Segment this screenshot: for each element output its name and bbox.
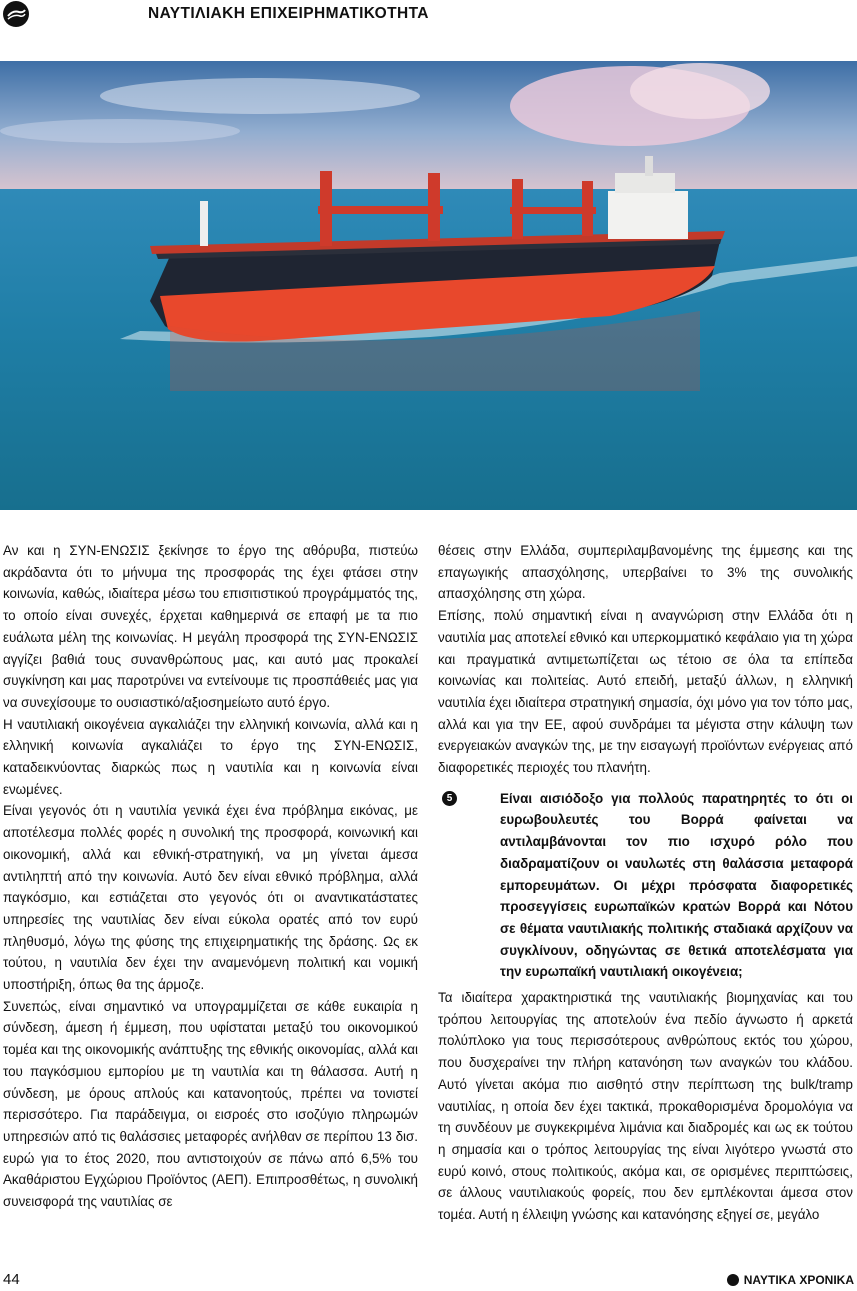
paragraph: Αν και η ΣΥΝ-ΕΝΩΣΙΣ ξεκίνησε το έργο της αθόρυβα, πιστεύω ακράδαντα ότι το μήνυμα της προσφοράς της έχει φτάσει στην κοινωνία, καθώς, ιδιαίτερα μέσω του επισιτιστικού προγράμματός της, το οποίο είναι συνεχές, έρχεται καθημερινά σε επαφή με τα πιο ευάλωτα μέλη της κοινωνίας. Η μεγάλη προσφορά της ΣΥΝ-ΕΝΩΣΙΣ αγγίζει βαθιά τους συνανθρώπους μας, και αυτό μας προκαλεί συγκίνηση και μας παροτρύνει να εντείνουμε τις προσπάθειές μας για να συνεχίσουμε το ουσιαστικό/αξιοσημείωτο αυτό έργο.: [3, 543, 418, 710]
paragraph: Είναι γεγονός ότι η ναυτιλία γενικά έχει ένα πρόβλημα εικόνας, με αποτέλεσμα πολλές φορές η συνολική της προσφορά, κοινωνική και οικονομική, αλλά και εθνική-στρατηγική, να μη γίνεται άμεσα αντιληπτή από την κοινωνία. Αυτό δεν είναι εθνικό πρόβλημα, αλλά παγκόσμιο, και εστιάζεται στο γεγονός ότι οι αναντικατάστατες υπηρεσίες της ναυτιλίας δεν είναι εύκολα ορατές από τον ευρύ πληθυσμό, λόγω της φύσης της επιχειρηματικής της δράσης. Ως εκ τούτου, η ναυτιλία δεν έχει την αναμενόμενη πολιτική και νομική υποστήριξη, όπως θα της άρμοζε.: [3, 803, 418, 993]
page-number: 44: [3, 1271, 20, 1288]
left-column: [3, 540, 418, 1213]
section-title: ΝΑΥΤΙΛΙΑΚΗ ΕΠΙΧΕΙΡΗΜΑΤΙΚΟΤΗΤΑ: [148, 5, 429, 22]
paragraph: Τα ιδιαίτερα χαρακτηριστικά της ναυτιλιακής βιομηχανίας και του τρόπου λειτουργίας της αποτελούν ένα πεδίο άγνωστο ή αρκετά πολύπλοκο για τους περισσότερους ανθρώπους εκτός του χώρου, που δυσχεραίνει την πλήρη κατανόηση των αναγκών του κλάδου. Αυτό γίνεται ακόμα πιο αισθητό στην περίπτωση της bulk/tramp ναυτιλίας, η οποία δεν έχει τακτικά, προκαθορισμένα δρομολόγια να τη συνδέουν με συγκεκριμένα λιμάνια και διαδρομές και ως εκ τούτου η σημασία και ο τρόπος λειτουργίας της είναι λιγότερο γνωστά στο ευρύ κοινό, στους πολιτικούς, ακόμα και, σε ορισμένες περιπτώσεις, σε άλλους ναυτιλιακούς φορείς, που δεν εμπλέκονται άμεσα στον τομέα. Αυτή η έλλειψη γνώσης και κατανόησης εξηγεί σε, μεγάλο: [438, 990, 853, 1223]
ship-photo: [0, 61, 857, 510]
question-text: Είναι αισιόδοξο για πολλούς παρατηρητές το ότι οι ευρωβουλευτές του Βορρά φαίνεται να αντιλαμβάνονται τον πιο ισχυρό ρόλο που διαδραματίζουν οι ναυλωτές στη θαλάσσια μεταφορά εμπορευμάτων. Οι μέχρι πρόσφατα διαφορετικές προσεγγίσεις ευρωπαϊκών κρατών Βορρά και Νότου σε θέματα ναυτιλιακής πολιτικής σταδιακά αρχίζουν να συγκλίνουν, οδηγώντας σε θετικά αποτελέσματα για την ευρωπαϊκή ναυτιλιακή οικογένεια;: [500, 790, 853, 980]
right-column: [438, 540, 853, 1226]
brand-name: ΝΑΥΤΙΚΑ ΧΡΟΝΙΚΑ: [743, 1273, 854, 1287]
paragraph: Η ναυτιλιακή οικογένεια αγκαλιάζει την ελληνική κοινωνία, αλλά και η ελληνική κοινωνία αγκαλιάζει το έργο της ΣΥΝ-ΕΝΩΣΙΣ, καταδεικνύοντας διαρκώς πως η ναυτιλία και η κοινωνία είναι ενωμένες.: [3, 716, 418, 797]
question-number-badge: 5: [442, 791, 457, 806]
interview-question: [438, 788, 853, 983]
paragraph: Επίσης, πολύ σημαντική είναι η αναγνώριση στην Ελλάδα ότι η ναυτιλία μας αποτελεί εθνικό και υπερκομματικό κεφάλαιο για τη χώρα και πραγματικά αντιμετωπίζεται ως τέτοιο σε όλα τα επίπεδα κοινωνίας και πολιτείας. Αυτό επειδή, μεταξύ άλλων, η ελληνική ναυτιλία έχει ιδιαίτερα στρατηγική σημασία, όχι μόνο για τον τόπο μας, αλλά και για την ΕΕ, αφού συνδράμει τα μέγιστα στην κάλυψη των ενεργειακών αναγκών της, με την εισαγωγή προϊόντων ενέργειας από διαφορετικές περιοχές του πλανήτη.: [438, 608, 853, 776]
brand-logo-icon: [727, 1274, 739, 1286]
paragraph: Συνεπώς, είναι σημαντικό να υπογραμμίζεται σε κάθε ευκαιρία η σύνδεση, άμεση ή έμμεση, που υφίσταται μεταξύ του οικονομικού τομέα και της οικονομικής ανάπτυξης της εθνικής οικονομίας, αλλά και του παγκόσμιου εμπορίου με τη ναυτιλία και τη θάλασσα. Αυτή η σύνδεση, με όρους απλούς και κατανοητούς, πρέπει να τονιστεί περισσότερο. Για παράδειγμα, οι εισροές στο ισοζύγιο πληρωμών υπηρεσιών από τις θαλάσσιες μεταφορές ανήλθαν σε περίπου 13 δισ. ευρώ για το έτος 2020, που αντιστοιχούν σε πάνω από 6,5% του Ακαθάριστου Εγχώριου Προϊόντος (ΑΕΠ). Επιπροσθέτως, η συνολική συνεισφορά της ναυτιλίας σε: [3, 998, 418, 1210]
footer-brand: [727, 1273, 854, 1287]
magazine-logo-icon: [3, 1, 29, 27]
paragraph: θέσεις στην Ελλάδα, συμπεριλαμβανομένης της έμμεσης και της επαγωγικής απασχόλησης, υπερβαίνει το 3% της συνολικής απασχόλησης στη χώρα.: [438, 543, 853, 602]
page-header: [0, 0, 857, 30]
